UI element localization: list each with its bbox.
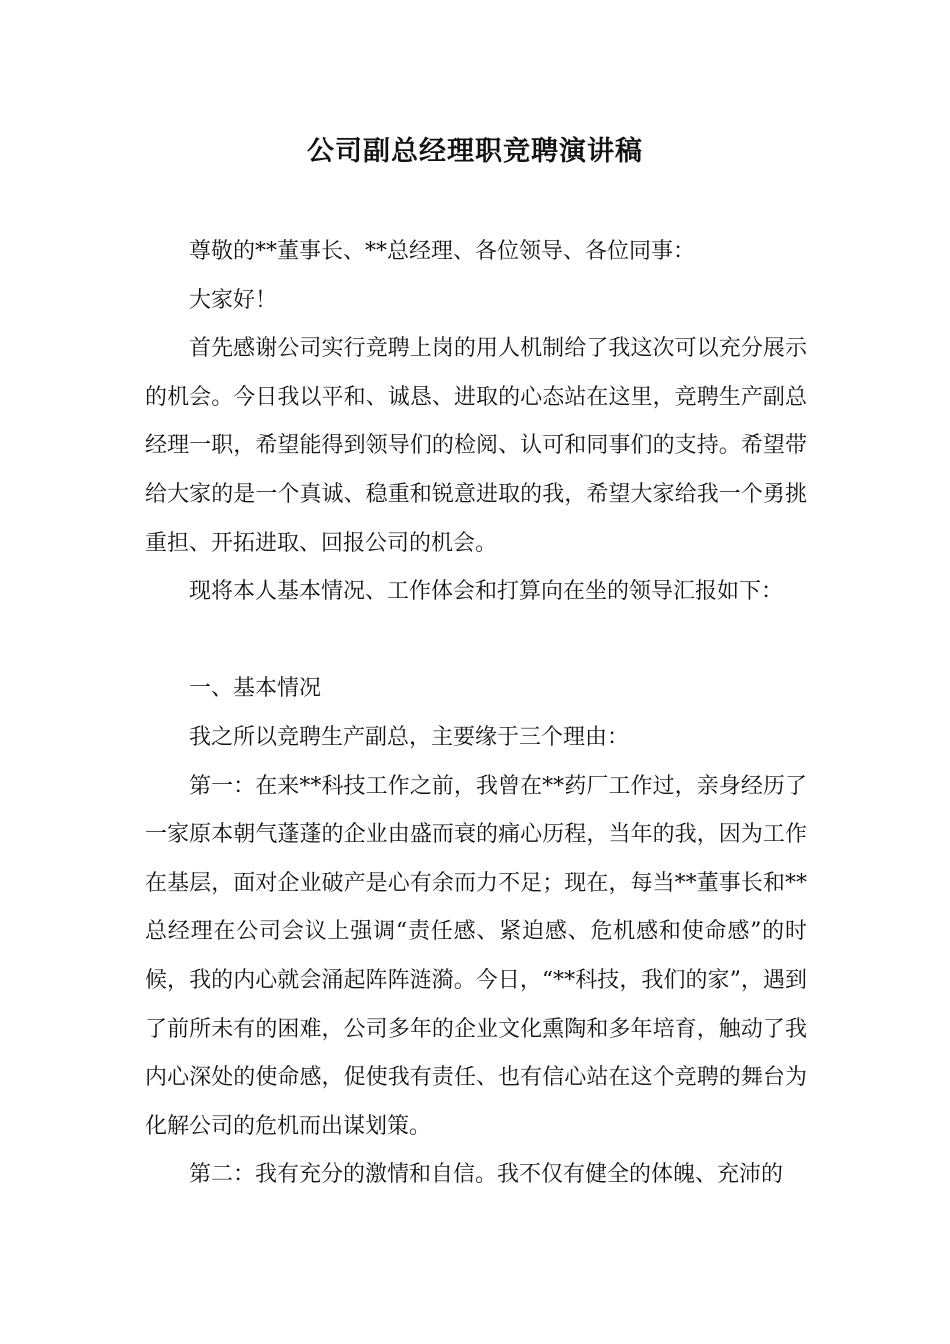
body-paragraph: 第一：在来**科技工作之前，我曾在**药厂工作过，亲身经历了一家原本朝气蓬蓬的企业由盛而衰的痛心历程，当年的我，因为工作在基层，面对企业破产是心有余而力不足；现在，每当**董事长和**总经理在公司会议上强调“责任感、紧迫感、危机感和使命感”的时候，我的内心就会涌起阵阵涟漪。今日，“**科技，我们的家”，遇到了前所未有的困难，公司多年的企业文化熏陶和多年培育，触动了我内心深处的使命感，促使我有责任、也有信心站在这个竞聘的舞台为化解公司的危机而出谋划策。 [145,773,807,1139]
body-paragraph: 第二：我有充分的激情和自信。我不仅有健全的体魄、充沛的 [189,1162,784,1188]
document-body [145,228,807,1200]
document-title: 公司副总经理职竞聘演讲稿 [307,136,643,167]
section-heading: 一、基本情况 [189,676,322,702]
salutation-paragraph: 尊敬的**董事长、**总经理、各位领导、各位同事： [189,239,696,264]
body-paragraph: 首先感谢公司实行竞聘上岗的用人机制给了我这次可以充分展示的机会。今日我以平和、诚恳、进取的心态站在这里，竞聘生产副总经理一职，希望能得到领导们的检阅、认可和同事们的支持。希望带给大家的是一个真诚、稳重和锐意进取的我，希望大家给我一个勇挑重担、开拓进取、回报公司的机会。 [145,336,807,556]
body-paragraph: 现将本人基本情况、工作体会和打算向在坐的领导汇报如下： [189,579,784,605]
greeting-paragraph: 大家好！ [189,287,278,313]
body-paragraph: 我之所以竞聘生产副总，主要缘于三个理由： [189,724,630,750]
